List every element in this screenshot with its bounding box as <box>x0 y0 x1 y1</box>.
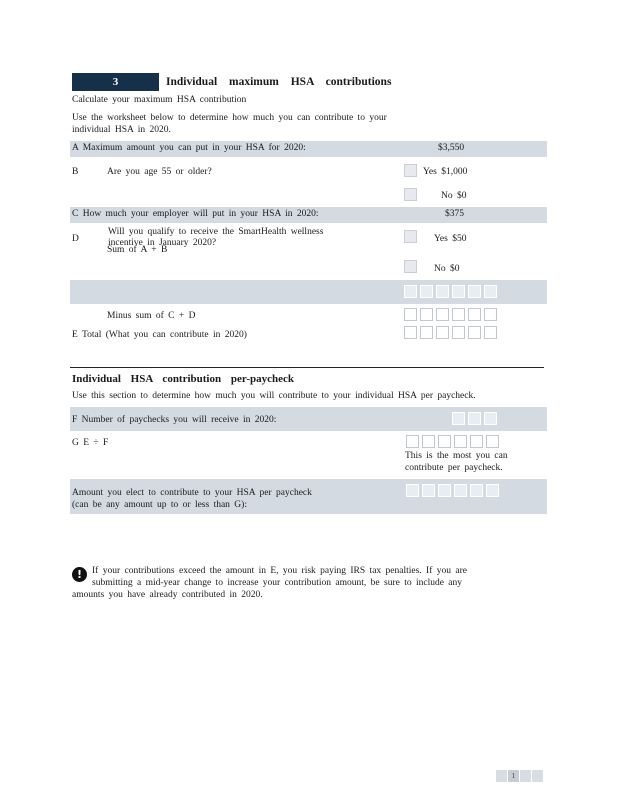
row-b-question: Are you age 55 or older? <box>107 167 212 177</box>
row-d-no-checkbox[interactable] <box>404 260 417 273</box>
digit-cell[interactable] <box>420 326 433 339</box>
warning-line-3: amounts you have already contributed in 2020. <box>72 590 263 600</box>
digit-cell[interactable] <box>452 285 465 298</box>
digit-cell[interactable] <box>484 412 497 425</box>
row-c-value: $375 <box>445 209 464 219</box>
row-d-question-line-1: Will you qualify to receive the SmartHealth wellness <box>108 227 324 237</box>
row-a-label: A Maximum amount you can put in your HSA for 2020: <box>72 143 306 153</box>
digit-cell[interactable] <box>470 484 483 497</box>
row-e-input[interactable] <box>404 326 497 339</box>
row-f-label: F Number of paychecks you will receive in 2020: <box>72 415 277 425</box>
row-b-yes-label: Yes $1,000 <box>423 167 468 177</box>
elect-amount-input[interactable] <box>406 484 499 497</box>
digit-cell[interactable] <box>454 435 467 448</box>
row-d-yes-label: Yes $50 <box>434 234 467 244</box>
row-g-input[interactable] <box>406 435 499 448</box>
elect-label-line-1: Amount you elect to contribute to your HSA per paycheck <box>72 488 312 498</box>
row-a-value: $3,550 <box>438 143 465 153</box>
page-indicator-current: 1 <box>508 770 519 782</box>
digit-cell[interactable] <box>406 435 419 448</box>
row-c-label: C How much your employer will put in your HSA in 2020: <box>72 209 319 219</box>
row-d-question-line-2: incentive in January 2020? <box>108 238 217 248</box>
digit-cell[interactable] <box>468 412 481 425</box>
digit-cell[interactable] <box>438 484 451 497</box>
warning-line-2: submitting a mid-year change to increase your contribution amount, be sure to include any <box>92 578 463 588</box>
row-g-label: G E ÷ F <box>72 438 109 448</box>
section-2-title: Individual HSA contribution per-paycheck <box>72 373 294 385</box>
elect-label-line-2: (can be any amount up to or less than G): <box>72 500 247 510</box>
digit-cell[interactable] <box>470 435 483 448</box>
digit-cell[interactable] <box>436 308 449 321</box>
digit-cell[interactable] <box>452 412 465 425</box>
page-indicator <box>496 770 507 782</box>
row-g-note-line-1: This is the most you can <box>405 451 508 461</box>
digit-cell[interactable] <box>468 285 481 298</box>
digit-cell[interactable] <box>420 308 433 321</box>
digit-cell[interactable] <box>484 326 497 339</box>
digit-cell[interactable] <box>486 484 499 497</box>
section-title: Individual maximum HSA contributions <box>166 76 392 88</box>
row-f-input[interactable] <box>452 412 497 425</box>
minus-c-d-input[interactable] <box>404 308 497 321</box>
row-g-note-line-2: contribute per paycheck. <box>405 463 503 473</box>
section-2-intro: Use this section to determine how much you will contribute to your individual HSA per paycheck. <box>72 391 476 401</box>
row-e-label: E Total (What you can contribute in 2020) <box>72 330 247 340</box>
digit-cell[interactable] <box>436 285 449 298</box>
minus-c-d-label: Minus sum of C + D <box>107 311 196 321</box>
digit-cell[interactable] <box>404 285 417 298</box>
digit-cell[interactable] <box>420 285 433 298</box>
sum-a-b-input[interactable] <box>404 285 497 298</box>
page-indicator <box>532 770 543 782</box>
digit-cell[interactable] <box>422 484 435 497</box>
intro-subtitle: Calculate your maximum HSA contribution <box>72 95 247 105</box>
digit-cell[interactable] <box>454 484 467 497</box>
row-b-yes-checkbox[interactable] <box>404 164 417 177</box>
sum-a-b-label: Sum of A + B <box>107 245 168 255</box>
digit-cell[interactable] <box>468 308 481 321</box>
row-b-no-label: No $0 <box>441 191 467 201</box>
digit-cell[interactable] <box>422 435 435 448</box>
row-b-letter: B <box>72 167 79 177</box>
digit-cell[interactable] <box>404 326 417 339</box>
intro-line-2: individual HSA in 2020. <box>72 125 171 135</box>
digit-cell[interactable] <box>484 308 497 321</box>
digit-cell[interactable] <box>406 484 419 497</box>
section-number-badge: 3 <box>72 73 159 91</box>
digit-cell[interactable] <box>436 326 449 339</box>
section-divider <box>70 367 544 368</box>
digit-cell[interactable] <box>452 326 465 339</box>
digit-cell[interactable] <box>484 285 497 298</box>
row-d-letter: D <box>72 234 79 244</box>
digit-cell[interactable] <box>438 435 451 448</box>
intro-line-1: Use the worksheet below to determine how much you can contribute to your <box>72 113 387 123</box>
row-d-yes-checkbox[interactable] <box>404 230 417 243</box>
digit-cell[interactable] <box>468 326 481 339</box>
page-indicator <box>520 770 531 782</box>
digit-cell[interactable] <box>404 308 417 321</box>
row-b-no-checkbox[interactable] <box>404 188 417 201</box>
digit-cell[interactable] <box>486 435 499 448</box>
warning-line-1: If your contributions exceed the amount in E, you risk paying IRS tax penalties. If you are <box>92 566 467 576</box>
digit-cell[interactable] <box>452 308 465 321</box>
exclamation-icon: ! <box>72 567 87 582</box>
row-d-no-label: No $0 <box>434 264 460 274</box>
